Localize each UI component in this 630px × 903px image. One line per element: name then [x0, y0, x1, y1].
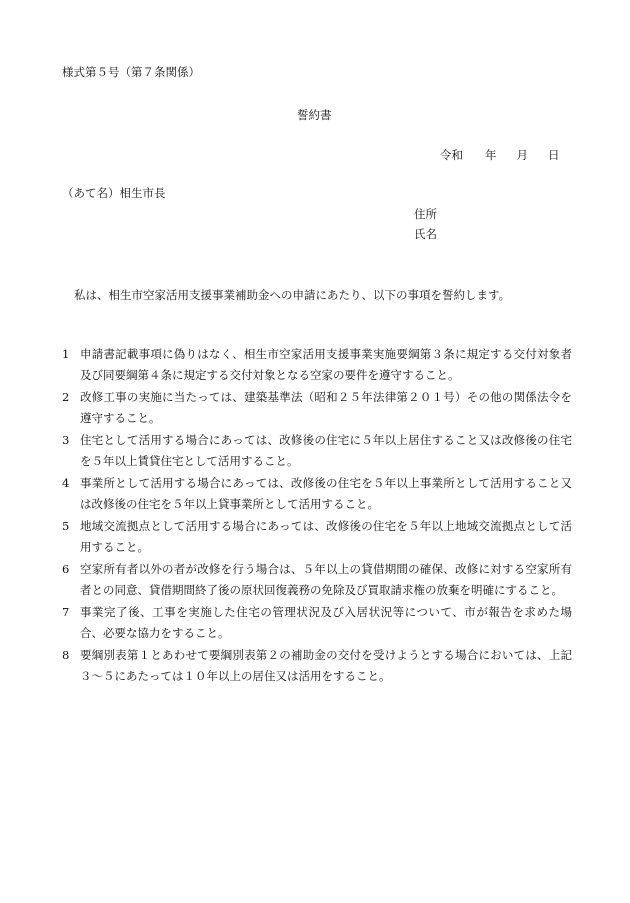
date-day: 日 — [548, 148, 560, 162]
item-text: 事業完了後、工事を実施した住宅の管理状況及び入居状況等について、市が報告を求めた場合、必要な協力をすること。 — [80, 605, 572, 640]
item-text: 要綱別表第１とあわせて要綱別表第２の補助金の交付を受けようとする場合においては、上記３～５にあたっては１０年以上の居住又は活用をすること。 — [80, 648, 572, 683]
item-number: 8 — [62, 648, 70, 662]
item-number: 4 — [62, 476, 70, 490]
item-number: 5 — [62, 519, 70, 533]
item-text: 改修工事の実施に当たっては、建築基準法（昭和２５年法律第２０１号）その他の関係法令を遵守すること。 — [80, 390, 572, 425]
name-label: 氏名 — [414, 227, 437, 241]
list-item — [62, 559, 572, 601]
item-text: 申請書記載事項に偽りはなく、相生市空家活用支援事業実施要綱第３条に規定する交付対象者及び同要綱第４条に規定する交付対象となる空家の要件を遵守すること。 — [80, 347, 572, 382]
date-year: 年 — [485, 148, 497, 162]
item-number: 7 — [62, 605, 70, 619]
item-text: 事業所として活用する場合にあっては、改修後の住宅を５年以上事業所として活用すること又は改修後の住宅を５年以上貸事業所として活用すること。 — [80, 476, 572, 511]
item-text: 空家所有者以外の者が改修を行う場合は、５年以上の貸借期間の確保、改修に対する空家所有者との同意、貸借期間終了後の原状回復義務の免除及び買取請求権の放棄を明確にすること。 — [80, 562, 572, 597]
form-label: 様式第５号（第７条関係） — [62, 65, 200, 79]
item-number: 2 — [62, 390, 70, 404]
list-item — [62, 516, 572, 558]
date-line — [440, 147, 560, 163]
list-item — [62, 645, 572, 687]
list-item — [62, 602, 572, 644]
document-title: 誓約書 — [297, 108, 332, 122]
address-label: 住所 — [414, 207, 437, 221]
list-item — [62, 473, 572, 515]
list-item — [62, 430, 572, 472]
list-item — [62, 344, 572, 386]
intro-text: 私は、相生市空家活用支援事業補助金への申請にあたり、以下の事項を誓約します。 — [74, 288, 511, 302]
list-item — [62, 387, 572, 429]
pledge-list — [62, 344, 572, 688]
item-text: 地域交流拠点として活用する場合にあっては、改修後の住宅を５年以上地域交流拠点として活用すること。 — [80, 519, 572, 554]
item-number: 3 — [62, 433, 70, 447]
item-number: 6 — [62, 562, 70, 576]
addressee: （あて名）相生市長 — [62, 186, 166, 200]
item-text: 住宅として活用する場合にあっては、改修後の住宅に５年以上居住すること又は改修後の住宅を５年以上賃貸住宅として活用すること。 — [80, 433, 572, 468]
item-number: 1 — [62, 347, 70, 361]
date-month: 月 — [516, 148, 528, 162]
date-era: 令和 — [440, 148, 463, 162]
